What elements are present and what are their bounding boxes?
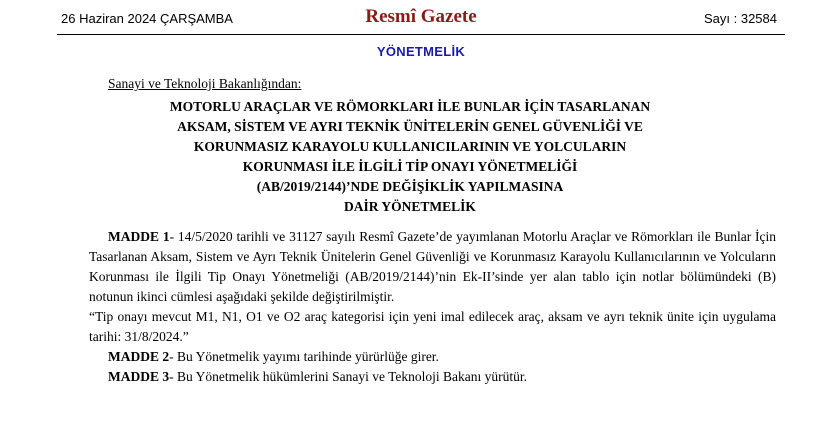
article-1-label: MADDE 1 <box>108 229 170 244</box>
article-3-text: - Bu Yönetmelik hükümlerini Sanayi ve Teknoloji Bakanı yürütür. <box>169 369 528 384</box>
article-3-label: MADDE 3 <box>108 369 170 384</box>
issue-date: 26 Haziran 2024 ÇARŞAMBA <box>61 11 233 26</box>
gazette-title: Resmî Gazete <box>365 6 477 27</box>
article-2-label: MADDE 2 <box>108 349 170 364</box>
article-1-text: - 14/5/2020 tarihli ve 31127 sayılı Resmî Gazete’de yayımlanan Motorlu Araçlar ve Römorkları ile Bunlar İçin Tasarlanan Aksam, Sistem ve Ayrı Teknik Ünitelerin Genel Güvenliği ve Korunmasız Karayolu Kullanıcılarının ve Yolcuların Korunması ile İlgili Tip Onayı Yönetmeliği (AB/2019/2144)’nin Ek-II’sinde yer alan tablo için notlar bölümündeki (B) notunun ikinci cümlesi aşağıdaki şekilde değiştirilmiştir. <box>89 229 777 304</box>
regulation-title-line: KORUNMASIZ KARAYOLU KULLANICILARININ VE YOLCULARIN <box>193 139 627 154</box>
amendment-quote: “Tip onayı mevcut M1, N1, O1 ve O2 araç kategorisi için yeni imal edilecek araç, aksam ve ayrı teknik ünite için uygulama tarihi: 31/8/2024.” <box>89 309 776 344</box>
regulation-title-line: (AB/2019/2144)’NDE DEĞİŞİKLİK YAPILMASINA <box>256 179 564 194</box>
article-1 <box>89 227 776 307</box>
regulation-title-line: DAİR YÖNETMELİK <box>344 199 476 214</box>
article-2 <box>89 347 776 367</box>
gazette-header <box>57 0 785 35</box>
article-3 <box>89 367 776 387</box>
article-2-text: - Bu Yönetmelik yayımı tarihinde yürürlüğe girer. <box>169 349 439 364</box>
regulation-body <box>89 227 776 387</box>
regulation-title-line: MOTORLU ARAÇLAR VE RÖMORKLARI İLE BUNLAR İÇİN TASARLANAN <box>169 99 651 114</box>
regulation-title-line: KORUNMASI İLE İLGİLİ TİP ONAYI YÖNETMELİĞİ <box>242 159 578 174</box>
section-type: YÖNETMELİK <box>376 44 466 59</box>
issue-number: Sayı : 32584 <box>704 11 777 26</box>
regulation-title-line: AKSAM, SİSTEM VE AYRI TEKNİK ÜNİTELERİN GENEL GÜVENLİĞİ VE <box>177 119 643 134</box>
regulation-title <box>130 97 690 217</box>
ministry-name: Sanayi ve Teknoloji Bakanlığından: <box>108 76 302 91</box>
